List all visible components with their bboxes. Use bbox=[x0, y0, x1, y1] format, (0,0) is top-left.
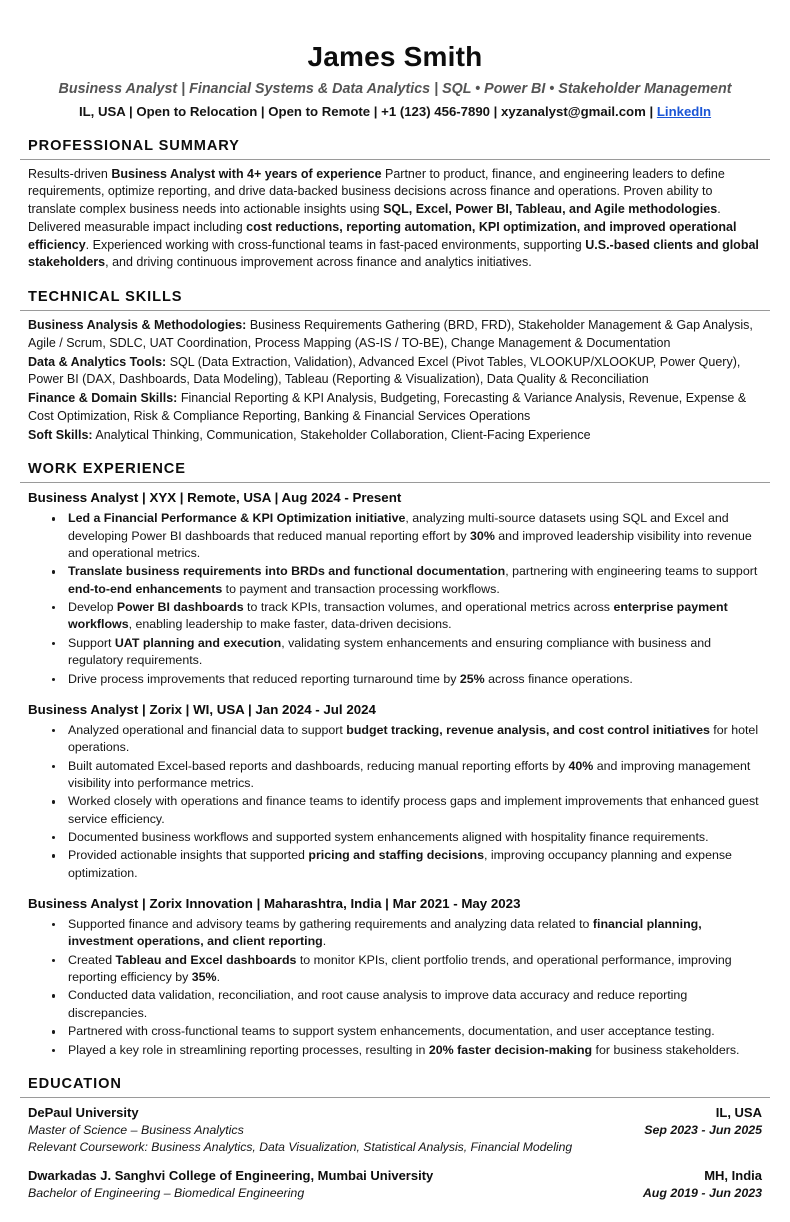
job-bullet: Supported finance and advisory teams by gathering requirements and analyzing data related to financial planning, investment operations, and client reporting. bbox=[50, 916, 762, 951]
section-technical-skills bbox=[20, 289, 770, 444]
job-entry bbox=[28, 895, 762, 1059]
resume-header bbox=[20, 40, 770, 121]
job-entry bbox=[28, 701, 762, 882]
skill-line bbox=[28, 390, 762, 426]
education-location: MH, India bbox=[704, 1167, 762, 1183]
candidate-tagline: Business Analyst | Financial Systems & Data Analytics | SQL • Power BI • Stakeholder Management bbox=[58, 80, 732, 97]
section-professional-summary bbox=[20, 138, 770, 273]
education-coursework: Relevant Coursework: Business Analytics, Data Visualization, Statistical Analysis, Financial Modeling bbox=[28, 1140, 573, 1155]
job-heading: Business Analyst | XYX | Remote, USA | Aug 2024 - Present bbox=[28, 490, 402, 506]
job-bullet: Partnered with cross-functional teams to support system enhancements, documentation, and user acceptance testing. bbox=[50, 1023, 762, 1040]
job-bullet: Develop Power BI dashboards to track KPIs, transaction volumes, and operational metrics across enterprise payment workflows, enabling leadership to make faster, data-driven decisions. bbox=[50, 599, 762, 634]
job-bullet-list bbox=[28, 510, 762, 688]
job-bullet: Documented business workflows and supported system enhancements aligned with hospitality finance requirements. bbox=[50, 829, 762, 846]
job-bullet: Translate business requirements into BRDs and functional documentation, partnering with engineering teams to support end-to-end enhancements to payment and transaction processing workflows. bbox=[50, 563, 762, 598]
experience-body bbox=[20, 483, 770, 1059]
education-school: DePaul University bbox=[28, 1104, 139, 1120]
job-bullet: Support UAT planning and execution, validating system enhancements and ensuring compliance with business and regulatory requirements. bbox=[50, 635, 762, 670]
education-school-row bbox=[28, 1167, 762, 1185]
job-bullet: Played a key role in streamlining reporting processes, resulting in 20% faster decision-making for business stakeholders. bbox=[50, 1042, 762, 1059]
education-entry bbox=[28, 1167, 762, 1203]
job-bullet: Built automated Excel-based reports and dashboards, reducing manual reporting efforts by 40% and improving management visibility into performance metrics. bbox=[50, 758, 762, 793]
section-title-summary: PROFESSIONAL SUMMARY bbox=[20, 138, 770, 160]
education-degree-row bbox=[28, 1122, 762, 1139]
job-bullet: Drive process improvements that reduced reporting turnaround time by 25% across finance operations. bbox=[50, 671, 762, 688]
job-bullet: Conducted data validation, reconciliation, and root cause analysis to improve data accuracy and reduce reporting discrepancies. bbox=[50, 987, 762, 1022]
contact-line bbox=[20, 103, 770, 120]
skill-category-value: SQL (Data Extraction, Validation), Advanced Excel (Pivot Tables, VLOOKUP/XLOOKUP, Power Query), Power BI (DAX, Dashboards, Data Modeling), Tableau (Reporting & Visualization), Data Quality & Reconciliation bbox=[28, 354, 741, 387]
skill-line bbox=[28, 427, 762, 445]
skill-line bbox=[28, 354, 762, 390]
education-entry bbox=[28, 1104, 762, 1157]
education-degree-row bbox=[28, 1185, 762, 1202]
job-bullet: Created Tableau and Excel dashboards to monitor KPIs, client portfolio trends, and operational performance, improving reporting efficiency by 35%. bbox=[50, 952, 762, 987]
education-dates: Aug 2019 - Jun 2023 bbox=[642, 1185, 762, 1200]
skill-category-label: Finance & Domain Skills: bbox=[28, 391, 178, 406]
skill-line bbox=[28, 317, 762, 353]
summary-body bbox=[20, 160, 770, 273]
section-work-experience bbox=[20, 461, 770, 1059]
job-bullet-list bbox=[28, 916, 762, 1059]
job-heading: Business Analyst | Zorix | WI, USA | Jan 2024 - Jul 2024 bbox=[28, 701, 376, 717]
job-bullet: Led a Financial Performance & KPI Optimization initiative, analyzing multi-source datasets using SQL and Excel and developing Power BI dashboards that reduced manual reporting effort by 30% and improved leadership visibility into revenue and operational metrics. bbox=[50, 510, 762, 562]
job-bullet-list bbox=[28, 722, 762, 882]
job-bullet: Worked closely with operations and finance teams to identify process gaps and implement improvements that enhanced guest service efficiency. bbox=[50, 793, 762, 828]
section-title-education: EDUCATION bbox=[20, 1076, 770, 1098]
skill-category-label: Data & Analytics Tools: bbox=[28, 354, 167, 369]
section-title-skills: TECHNICAL SKILLS bbox=[20, 289, 770, 311]
education-school: Dwarkadas J. Sanghvi College of Engineering, Mumbai University bbox=[28, 1167, 434, 1183]
education-degree: Bachelor of Engineering – Biomedical Engineering bbox=[28, 1185, 305, 1200]
skill-category-value: Financial Reporting & KPI Analysis, Budgeting, Forecasting & Variance Analysis, Revenue, Expense & Cost Optimization, Risk & Compliance Reporting, Banking & Financial Services Operations bbox=[28, 391, 747, 423]
skills-body bbox=[20, 311, 770, 444]
skill-category-label: Soft Skills: bbox=[28, 427, 93, 442]
education-location: IL, USA bbox=[715, 1104, 762, 1120]
contact-details: IL, USA | Open to Relocation | Open to Remote | +1 (123) 456-7890 | xyzanalyst@gmail.com | bbox=[78, 104, 657, 120]
section-title-experience: WORK EXPERIENCE bbox=[20, 461, 770, 483]
linkedin-link[interactable]: LinkedIn bbox=[656, 104, 712, 120]
skill-category-value: Business Requirements Gathering (BRD, FRD), Stakeholder Management & Gap Analysis, Agile / Scrum, SDLC, UAT Coordination, Process Mapping (AS-IS / TO-BE), Change Management & Documentation bbox=[28, 318, 753, 350]
section-education bbox=[20, 1076, 770, 1202]
education-dates: Sep 2023 - Jun 2025 bbox=[644, 1123, 762, 1138]
education-school-row bbox=[28, 1104, 762, 1122]
job-bullet: Provided actionable insights that supported pricing and staffing decisions, improving occupancy planning and expense optimization. bbox=[50, 847, 762, 882]
education-degree: Master of Science – Business Analytics bbox=[28, 1123, 244, 1138]
job-bullet: Analyzed operational and financial data to support budget tracking, revenue analysis, and cost control initiatives for hotel operations. bbox=[50, 722, 762, 757]
job-entry bbox=[28, 489, 762, 688]
skill-category-value: Analytical Thinking, Communication, Stakeholder Collaboration, Client-Facing Experience bbox=[92, 427, 591, 442]
skill-category-label: Business Analysis & Methodologies: bbox=[28, 318, 247, 333]
job-heading: Business Analyst | Zorix Innovation | Maharashtra, India | Mar 2021 - May 2023 bbox=[28, 896, 521, 912]
summary-paragraph: Results-driven Business Analyst with 4+ years of experience Partner to product, finance, and engineering leaders to define requirements, optimize reporting, and drive data-backed business decisions across finance and operations. Proven ability to translate complex business needs into actionable insights using SQL, Excel, Power BI, Tableau, and Agile methodologies. Delivered measurable impact including cost reductions, reporting automation, KPI optimization, and improved operational efficiency. Experienced working with cross-functional teams in fast-paced environments, supporting U.S.-based clients and global stakeholders, and driving continuous improvement across finance and analytics initiatives. bbox=[28, 166, 759, 270]
candidate-name: James Smith bbox=[307, 41, 483, 72]
